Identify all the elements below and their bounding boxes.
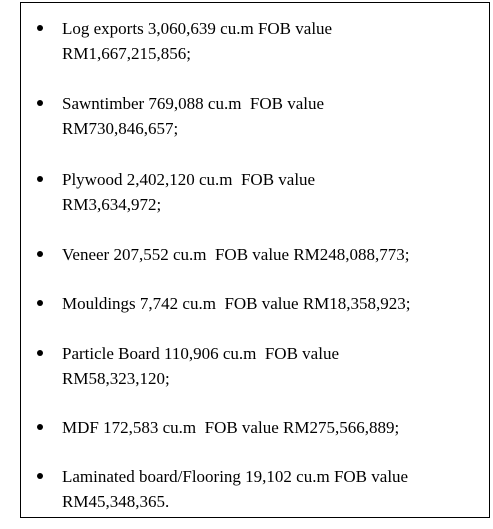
bullet-icon	[37, 100, 43, 106]
bullet-icon	[37, 350, 43, 356]
bullet-icon	[37, 300, 43, 306]
list-item-text: Plywood 2,402,120 cu.m FOB value RM3,634,972;	[62, 170, 316, 214]
bullet-icon	[37, 473, 43, 479]
list-item-text: Log exports 3,060,639 cu.m FOB value RM1,667,215,856;	[62, 19, 333, 63]
list-item-text: Mouldings 7,742 cu.m FOB value RM18,358,923;	[62, 294, 411, 313]
list-item-text: Particle Board 110,906 cu.m FOB value RM58,323,120;	[62, 344, 339, 388]
bullet-icon	[37, 176, 43, 182]
bullet-icon	[37, 251, 43, 257]
list-item-text: Laminated board/Flooring 19,102 cu.m FOB value RM45,348,365.	[62, 467, 409, 511]
bullet-list-box	[20, 2, 490, 518]
list-item-text: Sawntimber 769,088 cu.m FOB value RM730,846,657;	[62, 94, 325, 138]
bullet-icon	[37, 424, 43, 430]
list-item-text: Veneer 207,552 cu.m FOB value RM248,088,773;	[62, 245, 410, 264]
list-item-text: MDF 172,583 cu.m FOB value RM275,566,889;	[62, 418, 400, 437]
bullet-icon	[37, 25, 43, 31]
